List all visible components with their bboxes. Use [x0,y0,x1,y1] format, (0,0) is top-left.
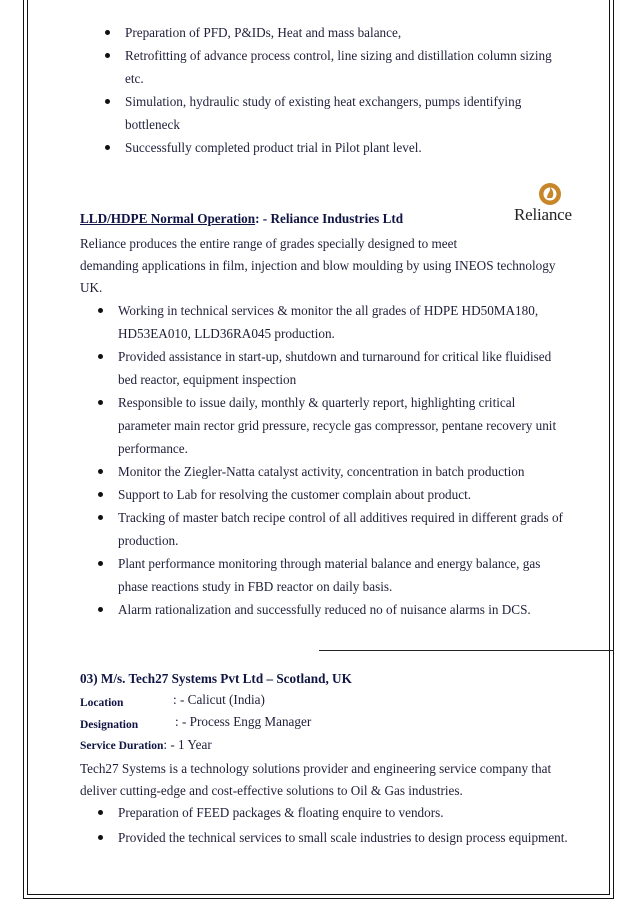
designation-row [80,715,138,733]
location-value: : - Calicut (India) [173,692,265,707]
reliance-section-heading [80,211,403,227]
list-item: Plant performance monitoring through material balance and energy balance, gas [118,552,563,575]
list-item: Working in technical services & monitor the all grades of HDPE HD50MA180, [118,299,563,322]
location-label: Location [80,697,124,709]
bullet-icon [105,145,110,150]
list-item-continuation: bed reactor, equipment inspection [118,372,297,387]
reliance-logo [514,182,594,228]
list-item: Tracking of master batch recipe control of all additives required in different grads of [118,506,563,529]
designation-value: : - Process Engg Manager [175,714,312,729]
designation-label: Designation [80,719,139,731]
bullet-icon [105,99,110,104]
service-duration-value: : - 1 Year [163,737,212,752]
list-item: Retrofitting of advance process control, line sizing and distillation column sizing [125,44,552,67]
reliance-bullet-list [118,299,563,621]
list-item: Preparation of FEED packages & floating enquire to vendors. [118,801,568,824]
tech27-intro-line: deliver cutting-edge and cost-effective solutions to Oil & Gas industries. [80,783,463,798]
list-item-continuation: production. [118,533,179,548]
reliance-logo-text: Reliance [514,205,572,224]
list-item-continuation: phase reactions study in FBD reactor on daily basis. [118,579,393,594]
list-item-continuation: parameter main rector grid pressure, recycle gas compressor, pentane recovery unit [118,418,557,433]
service-duration-row [80,736,212,754]
bullet-icon [98,492,103,497]
tech27-intro-line: Tech27 Systems is a technology solutions provider and engineering service company that [80,761,552,776]
list-item: Responsible to issue daily, monthly & quarterly report, highlighting critical [118,391,563,414]
bullet-icon [98,561,103,566]
bullet-icon [98,810,103,815]
tech27-bullet-list [118,801,568,849]
bullet-icon [105,53,110,58]
section-divider [319,650,614,651]
reliance-company-name: : - Reliance Industries Ltd [255,211,404,226]
list-item-continuation: performance. [118,441,188,456]
list-item-continuation: HD53EA010, LLD36RA045 production. [118,326,335,341]
list-item: Support to Lab for resolving the customer complain about product. [118,483,563,506]
top-bullet-list [125,21,552,159]
reliance-intro-line: demanding applications in film, injection and blow moulding by using INEOS technology [80,258,556,273]
reliance-role-title: LLD/HDPE Normal Operation [80,211,256,226]
list-item-continuation: etc. [125,71,144,86]
bullet-icon [98,308,103,313]
bullet-icon [98,469,103,474]
reliance-flame-icon [514,182,594,206]
list-item: Provided the technical services to small scale industries to design process equipment. [118,826,568,849]
list-item-continuation: bottleneck [125,117,180,132]
list-item: Preparation of PFD, P&IDs, Heat and mass balance, [125,21,552,44]
bullet-icon [98,607,103,612]
list-item: Simulation, hydraulic study of existing heat exchangers, pumps identifying [125,90,552,113]
bullet-icon [98,400,103,405]
service-duration-label: Service Duration [80,740,164,752]
location-row [80,693,123,711]
list-item: Provided assistance in start-up, shutdown and turnaround for critical like fluidised [118,345,563,368]
list-item: Alarm rationalization and successfully reduced no of nuisance alarms in DCS. [118,598,563,621]
tech27-section-heading: 03) M/s. Tech27 Systems Pvt Ltd – Scotland, UK [80,671,352,686]
reliance-intro-line: UK. [80,280,103,295]
reliance-intro-line: Reliance produces the entire range of grades specially designed to meet [80,236,458,251]
bullet-icon [98,835,103,840]
bullet-icon [98,515,103,520]
bullet-icon [98,354,103,359]
bullet-icon [105,30,110,35]
list-item: Monitor the Ziegler-Natta catalyst activity, concentration in batch production [118,460,563,483]
list-item: Successfully completed product trial in Pilot plant level. [125,136,552,159]
